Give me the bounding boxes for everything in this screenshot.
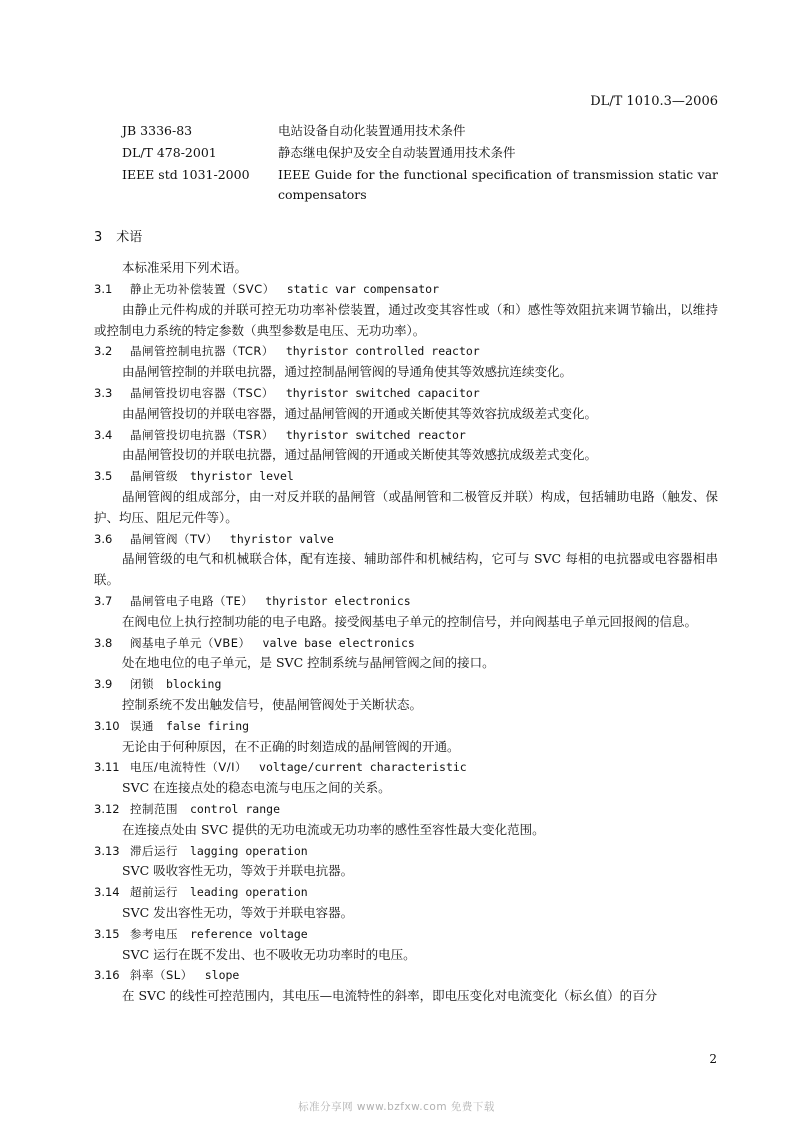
term-definition: 由晶闸管控制的并联电抗器，通过控制晶闸管阀的导通角使其等效感抗连续变化。 bbox=[122, 364, 573, 380]
term-english-name: false firing bbox=[166, 718, 250, 733]
term-definition: 晶闸管阀的组成部分，由一对反并联的晶闸管（或晶闸管和二极管反并联）构成，包括辅助电路（触发、保护、均压、阻尼元件等）。 bbox=[94, 488, 718, 525]
term-definition: SVC 发出容性无功，等效于并联电容器。 bbox=[122, 904, 354, 920]
term-definition: 由晶闸管投切的并联电容器，通过晶闸管阀的开通或关断使其等效容抗成级差式变化。 bbox=[122, 405, 598, 421]
term-entry bbox=[94, 716, 718, 758]
term-definition: 在阀电位上执行控制功能的电子电路。接受阀基电子单元的控制信号，并向阀基电子单元回报阀的信息。 bbox=[122, 613, 698, 629]
term-chinese-name: 晶闸管控制电抗器（TCR） bbox=[130, 344, 274, 359]
term-number: 3.1 bbox=[94, 282, 113, 296]
term-chinese-name: 晶闸管投切电容器（TSC） bbox=[130, 385, 274, 400]
term-number: 3.9 bbox=[94, 677, 113, 692]
term-english-name: static var compensator bbox=[286, 282, 440, 296]
term-number: 3.3 bbox=[94, 385, 113, 400]
term-entry bbox=[94, 965, 718, 1007]
term-english-name: valve base electronics bbox=[262, 635, 415, 650]
watermark: 标准分享网 www.bzfxw.com 免费下载 bbox=[298, 1101, 495, 1113]
term-definition: SVC 在连接点处的稳态电流与电压之间的关系。 bbox=[122, 780, 391, 796]
term-definition: 无论由于何种原因，在不正确的时刻造成的晶闸管阀的开通。 bbox=[122, 738, 460, 754]
term-chinese-name: 静止无功补偿装置（SVC） bbox=[130, 282, 275, 296]
term-chinese-name: 晶闸管阀（TV） bbox=[130, 531, 218, 546]
term-english-name: thyristor level bbox=[190, 469, 294, 484]
reference-code: IEEE std 1031-2000 bbox=[122, 167, 250, 182]
reference-title: IEEE Guide for the functional specification of transmission static var compensators bbox=[278, 167, 718, 202]
term-definition: SVC 运行在既不发出、也不吸收无功功率时的电压。 bbox=[122, 946, 416, 962]
term-heading bbox=[94, 633, 718, 654]
term-number: 3.13 bbox=[94, 843, 120, 858]
terms-list bbox=[94, 279, 718, 1007]
term-heading bbox=[94, 882, 718, 903]
term-number: 3.6 bbox=[94, 531, 113, 546]
term-english-name: leading operation bbox=[190, 885, 308, 900]
term-definition: 由静止元件构成的并联可控无功功率补偿装置，通过改变其容性或（和）感性等效阻抗来调节输出，以维持或控制电力系统的特定参数（典型参数是电压、无功功率）。 bbox=[94, 301, 718, 338]
term-number: 3.15 bbox=[94, 926, 120, 941]
term-heading bbox=[94, 757, 718, 778]
section-heading bbox=[94, 226, 142, 245]
term-number: 3.16 bbox=[94, 968, 120, 983]
reference-title: 静态继电保护及安全自动装置通用技术条件 bbox=[278, 145, 516, 160]
intro-text: 本标准采用下列术语。 bbox=[122, 260, 248, 275]
term-entry bbox=[94, 924, 718, 966]
term-entry bbox=[94, 882, 718, 924]
reference-code: DL/T 478-2001 bbox=[122, 145, 217, 160]
term-heading bbox=[94, 841, 718, 862]
term-english-name: control range bbox=[190, 801, 281, 816]
term-definition: 控制系统不发出触发信号，使晶闸管阀处于关断状态。 bbox=[122, 696, 423, 712]
term-entry bbox=[94, 799, 718, 841]
term-entry bbox=[94, 425, 718, 467]
term-chinese-name: 斜率（SL） bbox=[130, 968, 193, 983]
term-definition: 在连接点处由 SVC 提供的无功电流或无功功率的感性至容性最大变化范围。 bbox=[122, 821, 545, 837]
term-chinese-name: 电压/电流特性（V/I） bbox=[130, 760, 248, 775]
term-heading bbox=[94, 965, 718, 986]
term-english-name: thyristor switched capacitor bbox=[285, 385, 480, 400]
term-chinese-name: 阀基电子单元（VBE） bbox=[130, 635, 251, 650]
term-entry bbox=[94, 674, 718, 716]
reference-item bbox=[122, 165, 718, 205]
term-number: 3.11 bbox=[94, 760, 120, 775]
term-english-name: lagging operation bbox=[190, 843, 308, 858]
term-english-name: thyristor controlled reactor bbox=[285, 344, 480, 359]
reference-item bbox=[122, 121, 718, 141]
term-heading bbox=[94, 716, 718, 737]
term-heading bbox=[94, 591, 718, 612]
term-heading bbox=[94, 674, 718, 695]
term-english-name: thyristor electronics bbox=[265, 593, 411, 608]
term-number: 3.10 bbox=[94, 718, 120, 733]
term-english-name: slope bbox=[204, 968, 240, 983]
document-code: DL/T 1010.3—2006 bbox=[590, 94, 718, 109]
term-chinese-name: 晶闸管级 bbox=[130, 469, 178, 484]
term-entry bbox=[94, 341, 718, 383]
reference-code: JB 3336-83 bbox=[122, 123, 193, 138]
reference-title: 电站设备自动化装置通用技术条件 bbox=[278, 123, 466, 138]
term-definition: 晶闸管级的电气和机械联合体，配有连接、辅助部件和机械结构，它可与 SVC 每相的电抗器或电容器相串联。 bbox=[94, 551, 718, 588]
term-english-name: voltage/current characteristic bbox=[259, 760, 467, 775]
term-number: 3.12 bbox=[94, 801, 120, 816]
term-entry bbox=[94, 466, 718, 528]
term-english-name: blocking bbox=[166, 677, 222, 692]
page-number: 2 bbox=[709, 1052, 717, 1066]
section-title: 术语 bbox=[116, 230, 143, 245]
term-entry bbox=[94, 841, 718, 883]
term-chinese-name: 参考电压 bbox=[130, 926, 178, 941]
term-heading bbox=[94, 341, 718, 362]
term-heading bbox=[94, 924, 718, 945]
term-number: 3.2 bbox=[94, 344, 113, 359]
term-entry bbox=[94, 757, 718, 799]
term-number: 3.8 bbox=[94, 635, 113, 650]
term-entry bbox=[94, 633, 718, 675]
term-number: 3.5 bbox=[94, 469, 113, 484]
term-entry bbox=[94, 591, 718, 633]
term-english-name: thyristor valve bbox=[229, 531, 334, 546]
term-heading bbox=[94, 529, 718, 550]
term-number: 3.14 bbox=[94, 885, 120, 900]
term-entry bbox=[94, 279, 718, 341]
term-chinese-name: 晶闸管投切电抗器（TSR） bbox=[130, 427, 274, 442]
term-definition: 处在地电位的电子单元，是 SVC 控制系统与晶闸管阀之间的接口。 bbox=[122, 655, 495, 671]
term-definition: 由晶闸管投切的并联电抗器，通过晶闸管阀的开通或关断使其等效感抗成级差式变化。 bbox=[122, 447, 598, 463]
term-heading bbox=[94, 383, 718, 404]
term-heading bbox=[94, 425, 718, 446]
term-definition: SVC 吸收容性无功，等效于并联电抗器。 bbox=[122, 863, 354, 879]
term-number: 3.4 bbox=[94, 427, 113, 442]
term-heading bbox=[94, 799, 718, 820]
term-entry bbox=[94, 529, 718, 591]
term-heading bbox=[94, 466, 718, 487]
normative-references bbox=[122, 121, 718, 207]
term-chinese-name: 误通 bbox=[130, 718, 154, 733]
term-chinese-name: 晶闸管电子电路（TE） bbox=[130, 593, 254, 608]
term-english-name: reference voltage bbox=[190, 926, 308, 941]
term-heading bbox=[94, 279, 718, 300]
term-number: 3.7 bbox=[94, 593, 113, 608]
term-english-name: thyristor switched reactor bbox=[285, 427, 466, 442]
term-chinese-name: 滞后运行 bbox=[130, 843, 178, 858]
term-definition: 在 SVC 的线性可控范围内，其电压—电流特性的斜率，即电压变化对电流变化（标幺值）的百分 bbox=[122, 988, 658, 1004]
section-number: 3 bbox=[94, 230, 103, 245]
term-chinese-name: 控制范围 bbox=[130, 801, 178, 816]
term-chinese-name: 超前运行 bbox=[130, 885, 178, 900]
term-chinese-name: 闭锁 bbox=[130, 677, 154, 692]
reference-item bbox=[122, 143, 718, 163]
term-entry bbox=[94, 383, 718, 425]
